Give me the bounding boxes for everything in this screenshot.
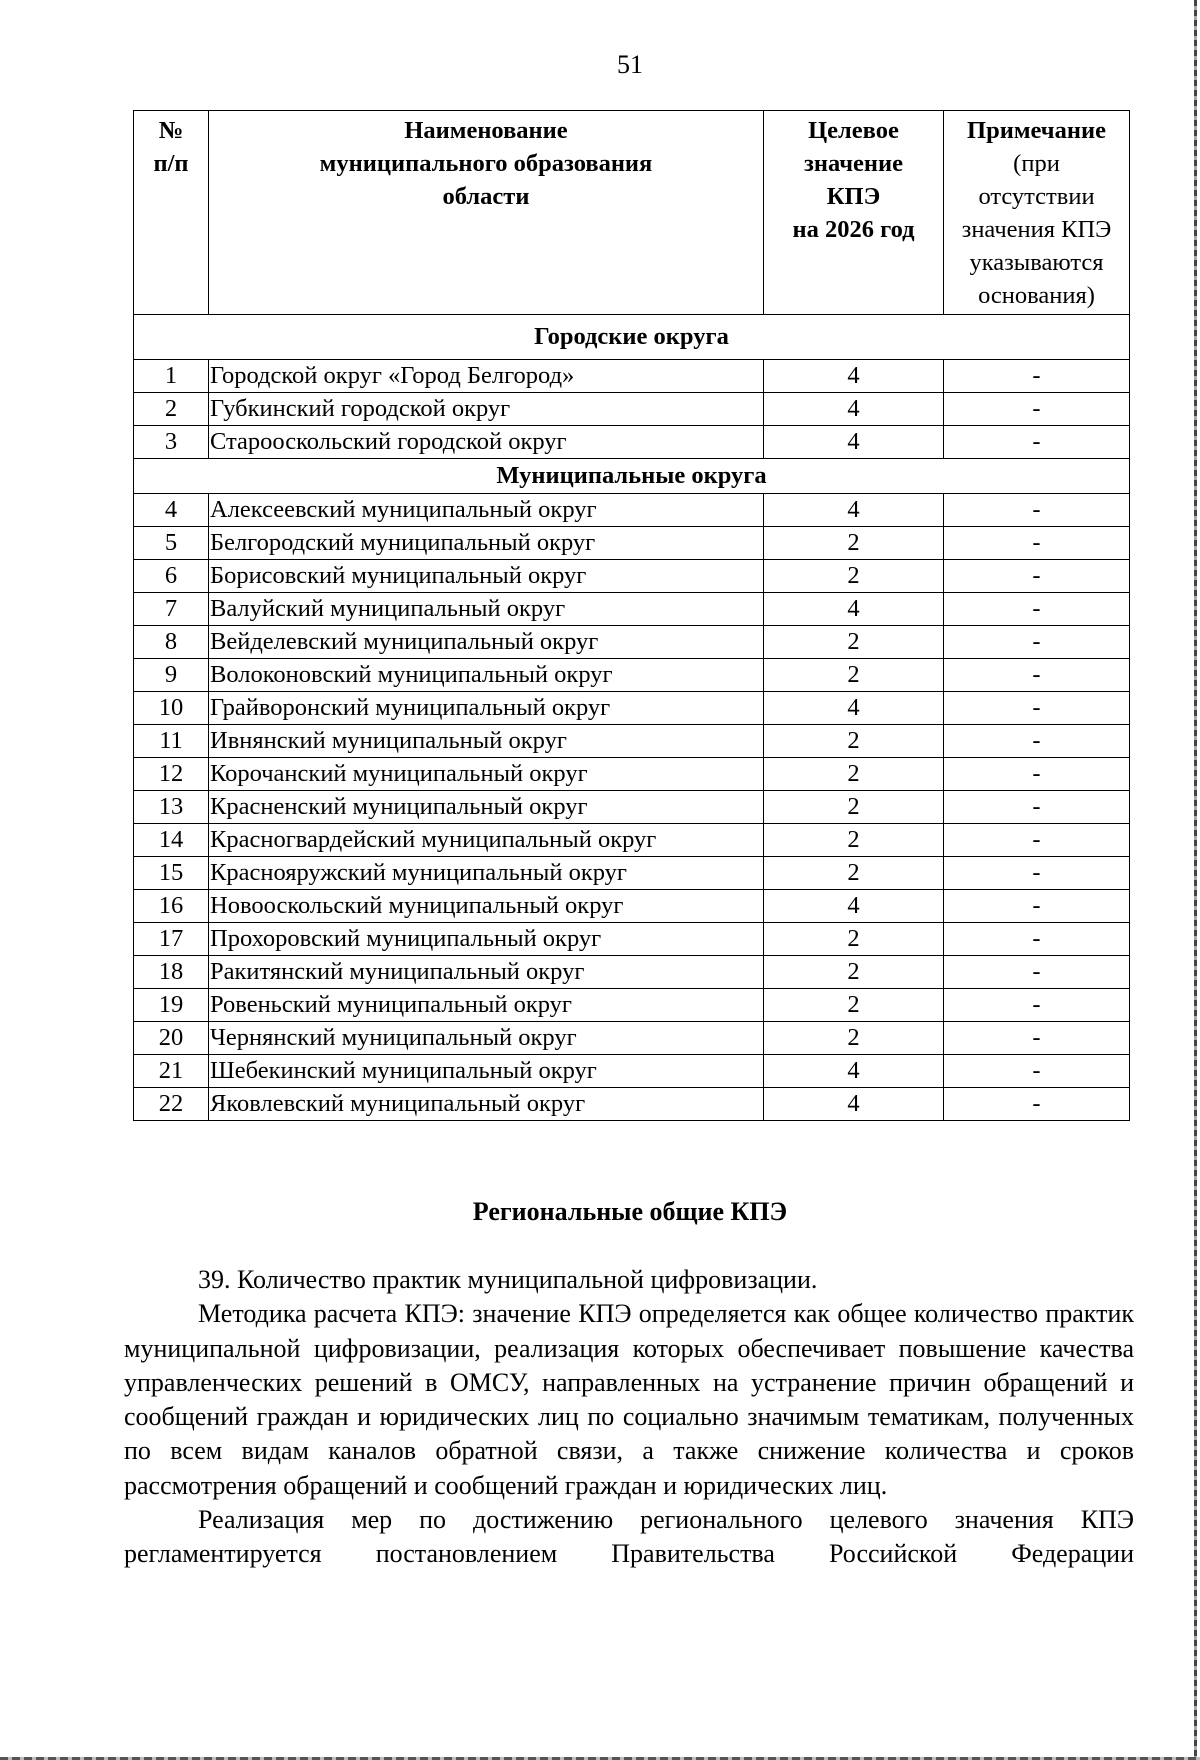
cell-note: -	[944, 758, 1130, 791]
paragraph: Методика расчета КПЭ: значение КПЭ определяется как общее количество практик муниципальной цифровизации, реализация которых обеспечивает повышение качества управленческих решений в ОМСУ, направленных на устранение причин обращений и сообщений граждан и юридических лиц по социально значимым тематикам, полученных по всем видам каналов обратной связи, а также снижение количества и сроков рассмотрения обращений и сообщений граждан и юридических лиц.	[124, 1299, 1134, 1500]
header-note-title: Примечание	[967, 117, 1106, 144]
table-row	[134, 824, 1130, 857]
cell-note: -	[944, 527, 1130, 560]
paragraph: Реализация мер по достижению регионального целевого значения КПЭ регламентируется постановлением Правительства Российской Федерации	[124, 1505, 1134, 1569]
cell-num: 5	[134, 527, 209, 560]
header-value	[764, 111, 944, 315]
cell-note: -	[944, 956, 1130, 989]
cell-name: Чернянский муниципальный округ	[209, 1022, 764, 1055]
header-note-line: значения КПЭ	[961, 216, 1112, 243]
cell-num: 3	[134, 426, 209, 459]
cell-note: -	[944, 692, 1130, 725]
cell-note: -	[944, 560, 1130, 593]
paragraph: 39. Количество практик муниципальной цифровизации.	[198, 1265, 818, 1294]
cell-name: Вейделевский муниципальный округ	[209, 626, 764, 659]
cell-value: 2	[764, 527, 944, 560]
cell-num: 15	[134, 857, 209, 890]
cell-name: Яковлевский муниципальный округ	[209, 1088, 764, 1121]
table-row	[134, 857, 1130, 890]
cell-note: -	[944, 626, 1130, 659]
cell-name: Шебекинский муниципальный округ	[209, 1055, 764, 1088]
cell-name: Старооскольский городской округ	[209, 426, 764, 459]
table-header-row	[134, 111, 1130, 315]
cell-note: -	[944, 1022, 1130, 1055]
cell-num: 16	[134, 890, 209, 923]
cell-num: 11	[134, 725, 209, 758]
cell-value: 2	[764, 857, 944, 890]
body-text	[124, 1263, 1134, 1572]
cell-name: Грайворонский муниципальный округ	[209, 692, 764, 725]
cell-name: Ракитянский муниципальный округ	[209, 956, 764, 989]
cell-note: -	[944, 360, 1130, 393]
cell-num: 2	[134, 393, 209, 426]
header-note-line: основания)	[978, 282, 1095, 309]
cell-note: -	[944, 1088, 1130, 1121]
header-num	[134, 111, 209, 315]
cell-name: Алексеевский муниципальный округ	[209, 494, 764, 527]
header-name-line: области	[442, 183, 530, 210]
header-num-line: п/п	[153, 150, 189, 177]
cell-name: Красногвардейский муниципальный округ	[209, 824, 764, 857]
cell-num: 22	[134, 1088, 209, 1121]
table-row	[134, 626, 1130, 659]
header-note-line: указываются	[969, 249, 1104, 276]
header-name-line: Наименование	[404, 117, 568, 144]
cell-value: 2	[764, 791, 944, 824]
cell-value: 4	[764, 360, 944, 393]
cell-note: -	[944, 1055, 1130, 1088]
cell-name: Губкинский городской округ	[209, 393, 764, 426]
scan-edge	[1194, 0, 1197, 1760]
header-value-line: Целевое	[808, 117, 899, 144]
table-row	[134, 791, 1130, 824]
section-title: Муниципальные округа	[134, 459, 1130, 494]
table-row	[134, 393, 1130, 426]
cell-note: -	[944, 494, 1130, 527]
cell-note: -	[944, 890, 1130, 923]
header-name	[209, 111, 764, 315]
cell-name: Ровеньский муниципальный округ	[209, 989, 764, 1022]
cell-name: Ивнянский муниципальный округ	[209, 725, 764, 758]
cell-num: 14	[134, 824, 209, 857]
header-num-line: №	[158, 117, 184, 144]
header-note-line: (при	[1013, 150, 1060, 177]
table-row	[134, 426, 1130, 459]
cell-num: 8	[134, 626, 209, 659]
table-row	[134, 527, 1130, 560]
cell-value: 4	[764, 1088, 944, 1121]
cell-value: 4	[764, 1055, 944, 1088]
table-row	[134, 956, 1130, 989]
cell-value: 4	[764, 393, 944, 426]
header-value-line: значение	[803, 150, 904, 177]
table-row	[134, 989, 1130, 1022]
cell-value: 2	[764, 626, 944, 659]
cell-value: 2	[764, 725, 944, 758]
cell-num: 17	[134, 923, 209, 956]
cell-name: Прохоровский муниципальный округ	[209, 923, 764, 956]
table-row	[134, 494, 1130, 527]
section-heading: Региональные общие КПЭ	[472, 1197, 788, 1226]
cell-note: -	[944, 791, 1130, 824]
cell-num: 13	[134, 791, 209, 824]
cell-name: Валуйский муниципальный округ	[209, 593, 764, 626]
table-row	[134, 692, 1130, 725]
cell-value: 2	[764, 989, 944, 1022]
cell-value: 2	[764, 923, 944, 956]
cell-value: 2	[764, 1022, 944, 1055]
header-value-line: КПЭ	[826, 183, 881, 210]
section-title: Городские округа	[134, 315, 1130, 360]
table-row	[134, 890, 1130, 923]
cell-name: Краснояружский муниципальный округ	[209, 857, 764, 890]
table-row	[134, 593, 1130, 626]
cell-value: 2	[764, 824, 944, 857]
cell-value: 2	[764, 956, 944, 989]
cell-num: 19	[134, 989, 209, 1022]
header-value-line: на 2026 год	[792, 216, 915, 243]
cell-value: 2	[764, 758, 944, 791]
page-number: 51	[617, 50, 643, 79]
kpi-table	[133, 110, 1130, 1121]
cell-num: 6	[134, 560, 209, 593]
cell-num: 10	[134, 692, 209, 725]
cell-name: Белгородский муниципальный округ	[209, 527, 764, 560]
cell-note: -	[944, 593, 1130, 626]
cell-note: -	[944, 426, 1130, 459]
table-row	[134, 725, 1130, 758]
table-row	[134, 923, 1130, 956]
cell-value: 2	[764, 659, 944, 692]
cell-note: -	[944, 989, 1130, 1022]
cell-note: -	[944, 824, 1130, 857]
header-note-line: отсутствии	[978, 183, 1095, 210]
cell-name: Борисовский муниципальный округ	[209, 560, 764, 593]
cell-num: 4	[134, 494, 209, 527]
cell-note: -	[944, 725, 1130, 758]
cell-value: 4	[764, 692, 944, 725]
table-row	[134, 360, 1130, 393]
section-row	[134, 315, 1130, 360]
cell-num: 21	[134, 1055, 209, 1088]
table-row	[134, 659, 1130, 692]
cell-name: Красненский муниципальный округ	[209, 791, 764, 824]
cell-value: 2	[764, 560, 944, 593]
cell-name: Волоконовский муниципальный округ	[209, 659, 764, 692]
table-row	[134, 1022, 1130, 1055]
cell-num: 12	[134, 758, 209, 791]
cell-value: 4	[764, 890, 944, 923]
cell-name: Городской округ «Город Белгород»	[209, 360, 764, 393]
cell-num: 20	[134, 1022, 209, 1055]
table-row	[134, 1055, 1130, 1088]
cell-value: 4	[764, 593, 944, 626]
cell-note: -	[944, 659, 1130, 692]
header-name-line: муниципального образования	[319, 150, 653, 177]
cell-name: Новооскольский муниципальный округ	[209, 890, 764, 923]
cell-value: 4	[764, 494, 944, 527]
table-row	[134, 1088, 1130, 1121]
table-row	[134, 560, 1130, 593]
cell-note: -	[944, 857, 1130, 890]
section-row	[134, 459, 1130, 494]
cell-name: Корочанский муниципальный округ	[209, 758, 764, 791]
table-row	[134, 758, 1130, 791]
cell-num: 18	[134, 956, 209, 989]
table-body	[134, 315, 1130, 1121]
cell-note: -	[944, 393, 1130, 426]
header-note	[944, 111, 1130, 315]
cell-num: 9	[134, 659, 209, 692]
cell-value: 4	[764, 426, 944, 459]
cell-num: 1	[134, 360, 209, 393]
cell-num: 7	[134, 593, 209, 626]
cell-note: -	[944, 923, 1130, 956]
